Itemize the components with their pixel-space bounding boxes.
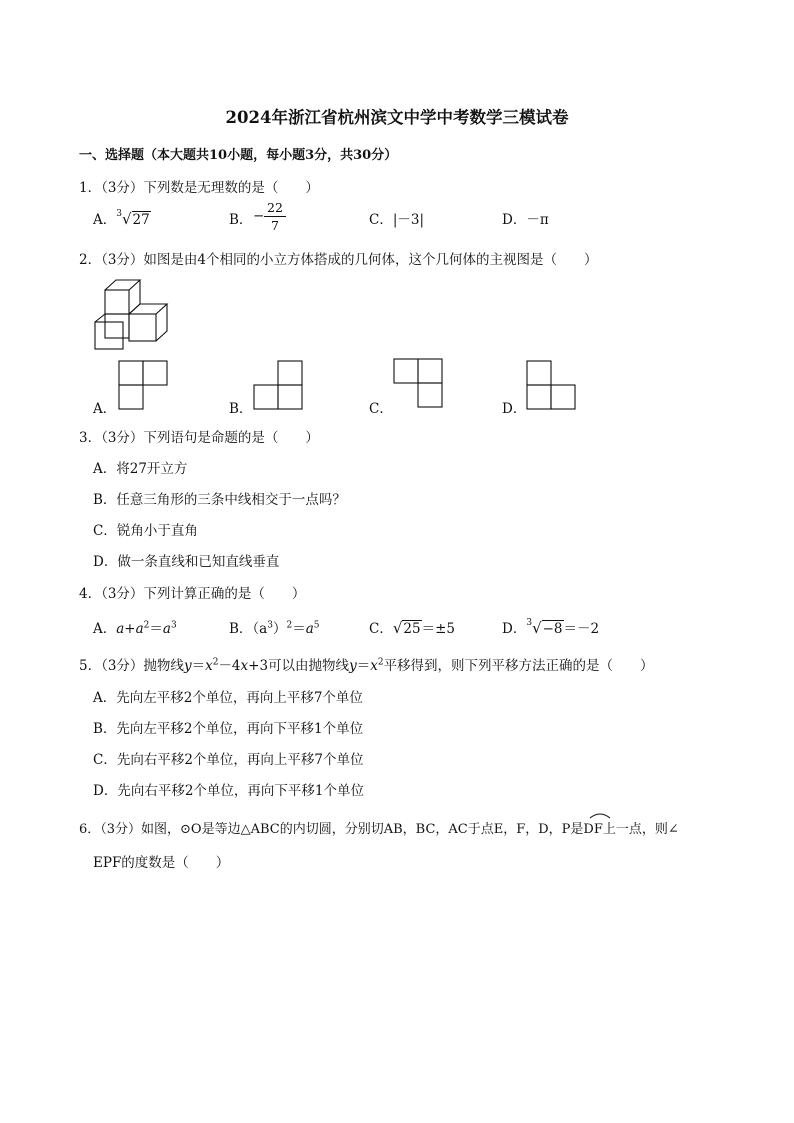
question-5-stem: 5．（3分）抛物线$y=x^2-4x+3$可以由抛物线$y=x^2$平移得到，则下列平移方法正确的是（ ） <box>79 657 654 674</box>
question-6-stem-line2: EPF的度数是（ ） <box>93 855 230 871</box>
q3-option-c: C．锐角小于直角 <box>93 523 198 539</box>
q1-option-c: C．|－3| <box>369 212 425 228</box>
q5-option-a: A．先向左平移2个单位，再向上平移7个单位 <box>93 690 363 706</box>
arc-symbol <box>588 811 612 819</box>
q2-option-c-label: C． <box>369 401 393 417</box>
section-heading: 一、选择题（本大题共10小题，每小题3分，共30分） <box>79 148 398 163</box>
q2-option-a-view <box>118 360 168 410</box>
q1-option-a: A．$^3$√27 <box>93 208 150 228</box>
q3-option-d: D．做一条直线和已知直线垂直 <box>93 554 280 570</box>
q3-option-b: B．任意三角形的三条中线相交于一点吗？ <box>93 492 346 508</box>
q2-option-d-view <box>526 360 576 410</box>
q4-option-b: B．$(a^3)^2=a^5$ <box>229 620 320 637</box>
q1-option-b-label: B． <box>229 212 253 228</box>
q4-option-a: A．$a+a^2=a^3$ <box>93 620 177 637</box>
q4-option-c: C．√25＝±5 <box>369 619 455 637</box>
q2-option-b-label: B． <box>229 401 253 417</box>
question-1-stem: 1．（3分）下列数是无理数的是（ ） <box>79 180 319 196</box>
q3-option-a: A．将27开立方 <box>93 461 188 477</box>
q5-option-c: C．先向右平移2个单位，再向上平移7个单位 <box>93 752 364 768</box>
question-2-stem: 2．（3分）如图是由4个相同的小立方体搭成的几何体，这个几何体的主视图是（ ） <box>79 252 598 268</box>
q1-option-b-sign: − <box>253 208 265 224</box>
q2-option-c-view <box>393 358 443 408</box>
question-3-stem: 3．（3分）下列语句是命题的是（ ） <box>79 430 319 446</box>
q4-option-d: D．$^3$√−8＝－2 <box>502 617 600 637</box>
q2-option-b-view <box>253 360 303 410</box>
q2-option-d-label: D． <box>502 401 527 417</box>
question-6-stem-line1: 6．（3分）如图，⊙O是等边△ABC的内切圆，分别切AB，BC，AC于点E，F，D，P是DF上一点，则∠ <box>79 822 679 837</box>
question-4-stem: 4．（3分）下列计算正确的是（ ） <box>79 586 306 602</box>
q1-option-b-fraction: 22 7 <box>264 200 286 233</box>
page-title: 2024年浙江省杭州滨文中学中考数学三模试卷 <box>225 108 569 127</box>
cube-solid-figure <box>92 276 176 354</box>
q2-option-a-label: A． <box>93 401 117 417</box>
q5-option-b: B．先向左平移2个单位，再向下平移1个单位 <box>93 721 364 737</box>
q5-option-d: D．先向右平移2个单位，再向下平移1个单位 <box>93 783 365 799</box>
q1-option-d: D．－π <box>502 212 549 228</box>
